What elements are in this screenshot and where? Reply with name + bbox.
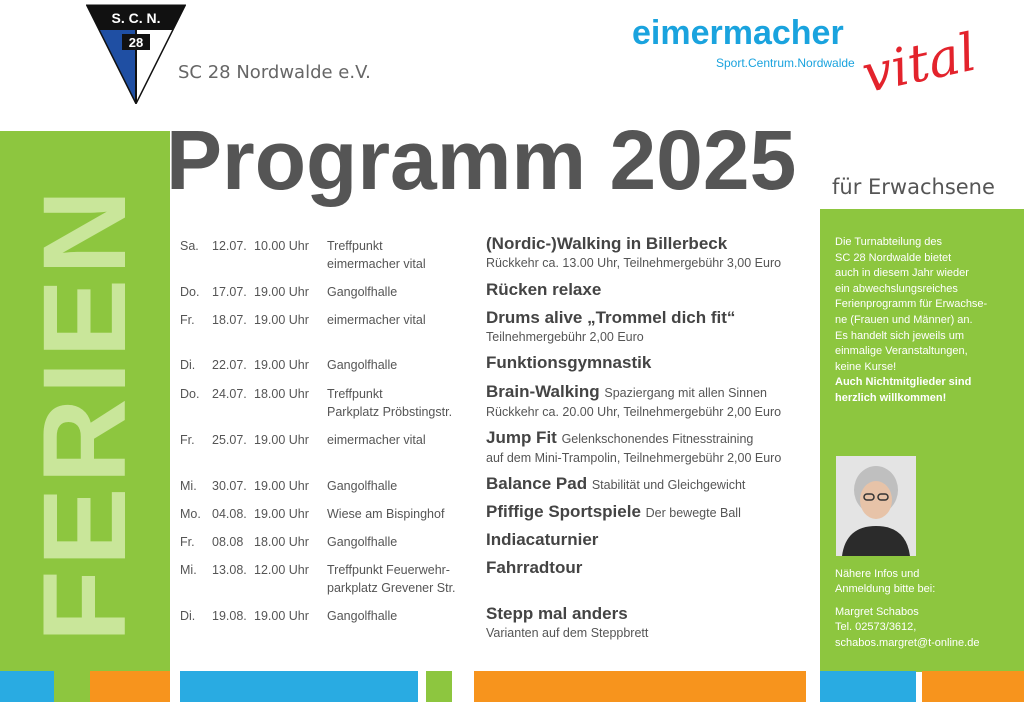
event-detail: Rückkehr ca. 20.00 Uhr, Teilnehmergebühr 2,00 Euro bbox=[486, 405, 782, 419]
event-title: Funktionsgymnastik bbox=[486, 353, 652, 372]
event-title: Brain-Walking bbox=[486, 382, 600, 401]
row-date: 04.08. bbox=[212, 507, 247, 521]
contact-intro-line: Anmeldung bitte bei: bbox=[835, 583, 936, 596]
row-day: Fr. bbox=[180, 433, 195, 447]
row-time: 18.00 Uhr bbox=[254, 387, 309, 401]
row-day: Do. bbox=[180, 285, 200, 299]
bottom-strip-blue bbox=[820, 671, 916, 702]
location-line: parkplatz Grevener Str. bbox=[327, 581, 456, 595]
row-day: Mi. bbox=[180, 479, 197, 493]
event-title: Pfiffige Sportspiele bbox=[486, 502, 641, 521]
intro-line: Ferienprogramm für Erwachse- bbox=[835, 298, 988, 311]
row-time: 19.00 Uhr bbox=[254, 285, 309, 299]
event-detail: auf dem Mini-Trampolin, Teilnehmergebühr 2,00 Euro bbox=[486, 451, 782, 465]
logo-number: 28 bbox=[128, 35, 144, 50]
club-name: SC 28 Nordwalde e.V. bbox=[178, 62, 371, 83]
welcome-line: Auch Nichtmitglieder sind bbox=[835, 376, 972, 389]
event-title: Balance Pad bbox=[486, 474, 588, 493]
row-time: 19.00 Uhr bbox=[254, 479, 309, 493]
intro-line: keine Kurse! bbox=[835, 360, 897, 373]
contact-email[interactable]: schabos.margret@t-online.de bbox=[835, 636, 980, 649]
bottom-strip-orange bbox=[474, 671, 806, 702]
row-event bbox=[486, 427, 826, 467]
intro-line: Es handelt sich jeweils um bbox=[835, 329, 965, 342]
bottom-strip-green bbox=[426, 671, 452, 702]
intro-line: auch in diesem Jahr wieder bbox=[835, 267, 969, 280]
event-inline-note: Der bewegte Ball bbox=[645, 506, 741, 520]
location-line: Gangolfhalle bbox=[327, 285, 398, 299]
event-title: Fahrradtour bbox=[486, 558, 583, 577]
row-date: 30.07. bbox=[212, 479, 247, 493]
row-time: 19.00 Uhr bbox=[254, 507, 309, 521]
row-day: Fr. bbox=[180, 535, 195, 549]
row-date: 13.08. bbox=[212, 563, 247, 577]
event-title: Jump Fit bbox=[486, 428, 557, 447]
sponsor-logo bbox=[632, 14, 992, 106]
club-logo bbox=[86, 4, 186, 104]
intro-line: ein abwechslungsreiches bbox=[835, 282, 958, 295]
bottom-strip-blue bbox=[180, 671, 418, 702]
contact-photo bbox=[836, 456, 916, 556]
location-line: Treffpunkt Feuerwehr- bbox=[327, 563, 450, 577]
location-line: Gangolfhalle bbox=[327, 535, 398, 549]
event-title: Stepp mal anders bbox=[486, 604, 628, 623]
event-detail: Teilnehmergebühr 2,00 Euro bbox=[486, 330, 644, 344]
contact-intro-line: Nähere Infos und bbox=[835, 568, 920, 580]
location-line: Gangolfhalle bbox=[327, 479, 398, 493]
event-inline-note: Spaziergang mit allen Sinnen bbox=[604, 386, 767, 400]
row-event bbox=[486, 501, 826, 524]
row-day: Mi. bbox=[180, 563, 197, 577]
row-date: 17.07. bbox=[212, 285, 247, 299]
sidebar-contact bbox=[835, 567, 1015, 651]
row-time: 10.00 Uhr bbox=[254, 239, 309, 253]
row-date: 19.08. bbox=[212, 609, 247, 623]
brand-vital-text: vital bbox=[857, 22, 982, 106]
ferien-banner: FERIEN bbox=[19, 185, 151, 643]
row-event bbox=[486, 529, 826, 551]
intro-line: Die Turnabteilung des bbox=[835, 236, 943, 248]
bottom-strip-green bbox=[54, 671, 90, 702]
contact-phone: Tel. 02573/3612, bbox=[835, 621, 917, 634]
event-title: Drums alive „Trommel dich fit“ bbox=[486, 308, 736, 327]
row-event bbox=[486, 279, 826, 301]
brand-sub-text: Sport.Centrum.Nordwalde bbox=[716, 56, 855, 70]
location-line: eimermacher vital bbox=[327, 433, 426, 447]
row-location bbox=[327, 561, 477, 597]
row-time: 19.00 Uhr bbox=[254, 609, 309, 623]
row-location bbox=[327, 533, 477, 551]
row-day: Sa. bbox=[180, 239, 199, 253]
row-event bbox=[486, 473, 826, 496]
event-inline-note: Stabilität und Gleichgewicht bbox=[591, 478, 746, 492]
row-event bbox=[486, 352, 826, 374]
intro-line: SC 28 Nordwalde bietet bbox=[835, 251, 952, 264]
row-location bbox=[327, 505, 477, 523]
event-inline-note: Gelenkschonendes Fitnesstraining bbox=[561, 432, 754, 446]
contact-name: Margret Schabos bbox=[835, 605, 919, 618]
intro-line: ne (Frauen und Männer) an. bbox=[835, 313, 973, 326]
row-date: 24.07. bbox=[212, 387, 247, 401]
row-time: 19.00 Uhr bbox=[254, 358, 309, 372]
row-location bbox=[327, 477, 477, 495]
location-line: eimermacher vital bbox=[327, 257, 426, 271]
row-time: 19.00 Uhr bbox=[254, 433, 309, 447]
event-detail: Varianten auf dem Steppbrett bbox=[486, 626, 649, 640]
row-day: Di. bbox=[180, 358, 196, 372]
bottom-strip-orange bbox=[922, 671, 1024, 702]
row-location bbox=[327, 311, 477, 329]
location-line: Gangolfhalle bbox=[327, 609, 398, 623]
page-title: Programm 2025 bbox=[166, 113, 797, 207]
row-location bbox=[327, 385, 477, 421]
brand-main-text: eimermacher bbox=[632, 14, 844, 52]
row-date: 25.07. bbox=[212, 433, 247, 447]
location-line: Parkplatz Pröbstingstr. bbox=[327, 405, 453, 419]
row-date: 18.07. bbox=[212, 313, 247, 327]
row-event bbox=[486, 557, 826, 579]
welcome-line: herzlich willkommen! bbox=[835, 391, 947, 404]
location-line: Treffpunkt bbox=[327, 239, 383, 253]
row-location bbox=[327, 607, 477, 625]
row-time: 19.00 Uhr bbox=[254, 313, 309, 327]
row-event bbox=[486, 381, 826, 421]
event-title: Indiacaturnier bbox=[486, 530, 599, 549]
row-day: Do. bbox=[180, 387, 200, 401]
bottom-strip-orange bbox=[90, 671, 170, 702]
location-line: Gangolfhalle bbox=[327, 358, 398, 372]
logo-letters: S. C. N. bbox=[111, 10, 161, 26]
row-day: Mo. bbox=[180, 507, 201, 521]
row-time: 12.00 Uhr bbox=[254, 563, 309, 577]
row-event bbox=[486, 603, 826, 642]
event-title: (Nordic-)Walking in Billerbeck bbox=[486, 234, 728, 253]
row-time: 18.00 Uhr bbox=[254, 535, 309, 549]
row-location bbox=[327, 283, 477, 301]
row-date: 22.07. bbox=[212, 358, 247, 372]
row-date: 12.07. bbox=[212, 239, 247, 253]
location-line: Treffpunkt bbox=[327, 387, 383, 401]
row-date: 08.08 bbox=[212, 535, 244, 549]
row-location bbox=[327, 431, 477, 449]
intro-line: einmalige Veranstaltungen, bbox=[835, 345, 968, 358]
location-line: eimermacher vital bbox=[327, 313, 426, 327]
sidebar-info bbox=[835, 235, 1015, 407]
location-line: Wiese am Bispinghof bbox=[327, 507, 445, 521]
event-detail: Rückkehr ca. 13.00 Uhr, Teilnehmergebühr 3,00 Euro bbox=[486, 256, 782, 270]
row-location bbox=[327, 356, 477, 374]
event-title: Rücken relaxe bbox=[486, 280, 602, 299]
row-day: Di. bbox=[180, 609, 196, 623]
row-event bbox=[486, 307, 826, 346]
row-event bbox=[486, 233, 826, 272]
row-location bbox=[327, 237, 477, 273]
bottom-strip-blue bbox=[0, 671, 54, 702]
row-day: Fr. bbox=[180, 313, 195, 327]
page-subtitle: für Erwachsene bbox=[832, 175, 995, 199]
